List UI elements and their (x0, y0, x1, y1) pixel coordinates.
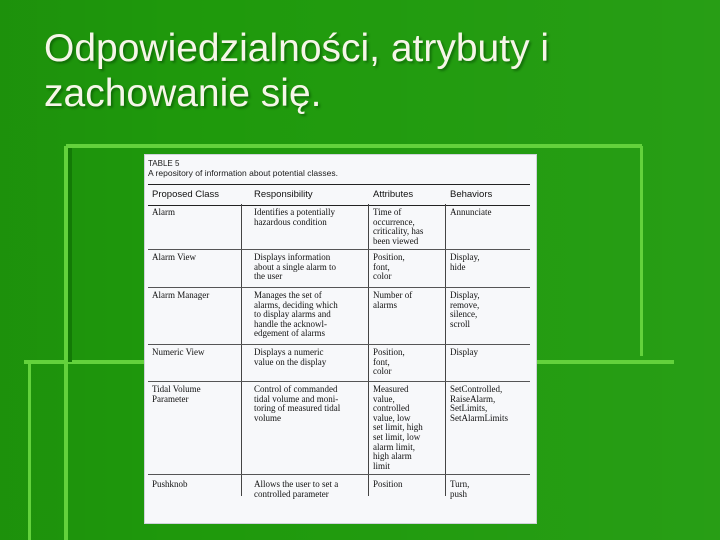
cell-responsibility: Allows the user to set a controlled parameter (254, 479, 339, 499)
decorative-line-inner-left (28, 362, 31, 540)
header-behaviors: Behaviors (450, 189, 493, 200)
cell-behaviors: SetControlled, RaiseAlarm, SetLimits, SetAlarmLimits (450, 384, 508, 423)
table-row (148, 382, 530, 475)
class-table-image (145, 155, 536, 523)
cell-attributes: Position, font, color (373, 252, 405, 282)
cell-behaviors: Display, remove, silence, scroll (450, 290, 480, 329)
slide-title: Odpowiedzialności, atrybuty i zachowanie się. (44, 27, 550, 115)
cell-responsibility: Displays information about a single alarm to the user (254, 252, 336, 282)
cell-responsibility: Displays a numeric value on the display (254, 347, 327, 367)
cell-class: Alarm (152, 207, 175, 217)
cell-behaviors: Display, hide (450, 252, 480, 272)
table-row (148, 205, 530, 250)
decorative-line-right (640, 146, 643, 356)
cell-class: Pushknob (152, 479, 188, 489)
cell-responsibility: Manages the set of alarms, deciding which to display alarms and handle the acknowl- edgement of alarms (254, 290, 338, 339)
table-row (148, 250, 530, 288)
header-attributes: Attributes (373, 189, 414, 200)
cell-behaviors: Display (450, 347, 478, 357)
cell-attributes: Time of occurrence, criticality, has been viewed (373, 207, 424, 246)
header-proposed-class: Proposed Class (152, 189, 220, 200)
table-row (148, 477, 530, 499)
caption-text: A repository of information about potential classes. (148, 168, 338, 178)
cell-responsibility: Identifies a potentially hazardous condition (254, 207, 335, 227)
cell-behaviors: Turn, push (450, 479, 470, 499)
caption-label: TABLE 5 (148, 159, 180, 168)
cell-attributes: Measured value, controlled value, low set limit, high set limit, low alarm limit, high alarm limit (373, 384, 423, 471)
cell-class: Numeric View (152, 347, 205, 357)
table-header-row (148, 184, 530, 206)
table-row (148, 288, 530, 345)
table-caption (148, 159, 528, 178)
cell-class: Alarm View (152, 252, 197, 262)
decorative-shade (68, 148, 72, 362)
cell-responsibility: Control of commanded tidal volume and moni- toring of measured tidal volume (254, 384, 341, 423)
cell-attributes: Position, font, color (373, 347, 405, 377)
table-row (148, 345, 530, 382)
cell-attributes: Number of alarms (373, 290, 413, 310)
cell-class: Alarm Manager (152, 290, 210, 300)
cell-class: Tidal Volume Parameter (152, 384, 201, 404)
header-responsibility: Responsibility (254, 189, 313, 200)
cell-behaviors: Annunciate (450, 207, 492, 217)
cell-attributes: Position (373, 479, 403, 489)
decorative-line-top (66, 144, 642, 148)
